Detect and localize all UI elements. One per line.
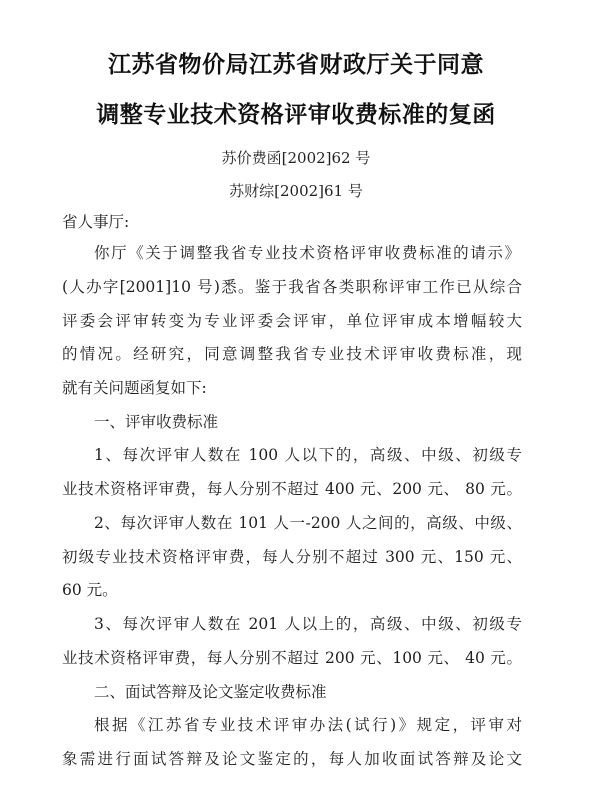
- item-3-line-1: 3、每次评审人数在 201 人以上的，高级、中级、初级专: [94, 615, 522, 633]
- document-number-price: 苏价费函[2002]62 号: [221, 149, 371, 167]
- section-heading-interview: 二、面试答辩及论文鉴定收费标准: [94, 683, 327, 701]
- body-line-2: (人办字[2001]10 号)悉。鉴于我省各类职称评审工作已从综合: [62, 278, 522, 296]
- document-title-line-1: 江苏省物价局江苏省财政厅关于同意: [108, 52, 484, 78]
- addressee: 省人事厅:: [62, 213, 130, 231]
- item-1-line-2: 业技术资格评审费，每人分别不超过 400 元、200 元、 80 元。: [62, 480, 522, 498]
- body-line-1: 你厅《关于调整我省专业技术资格评审收费标准的请示》: [94, 244, 520, 262]
- body-line-4: 的情况。经研究，同意调整我省专业技术评审收费标准，现: [62, 345, 522, 363]
- body-line-3: 评委会评审转变为专业评委会评审，单位评审成本增幅较大: [62, 312, 522, 330]
- item-3-line-2: 业技术资格评审费，每人分别不超过 200 元、100 元、 40 元。: [62, 649, 522, 667]
- document-title-line-2: 调整专业技术资格评审收费标准的复函: [96, 102, 496, 128]
- item-1-line-1: 1、每次评审人数在 100 人以下的，高级、中级、初级专: [94, 446, 522, 464]
- section-2-line-2: 象需进行面试答辩及论文鉴定的，每人加收面试答辩及论文: [62, 750, 522, 768]
- body-line-5: 就有关问题函复如下:: [62, 379, 207, 397]
- item-2-line-3: 60 元。: [62, 581, 118, 599]
- section-2-line-1: 根据《江苏省专业技术评审办法(试行)》规定，评审对: [94, 716, 522, 734]
- section-heading-fees: 一、评审收费标准: [94, 413, 219, 431]
- item-2-line-2: 初级专业技术资格评审费，每人分别不超过 300 元、150 元、: [62, 548, 522, 566]
- item-2-line-1: 2、每次评审人数在 101 人一-200 人之间的，高级、中级、: [94, 514, 522, 532]
- document-number-finance: 苏财综[2002]61 号: [229, 182, 363, 200]
